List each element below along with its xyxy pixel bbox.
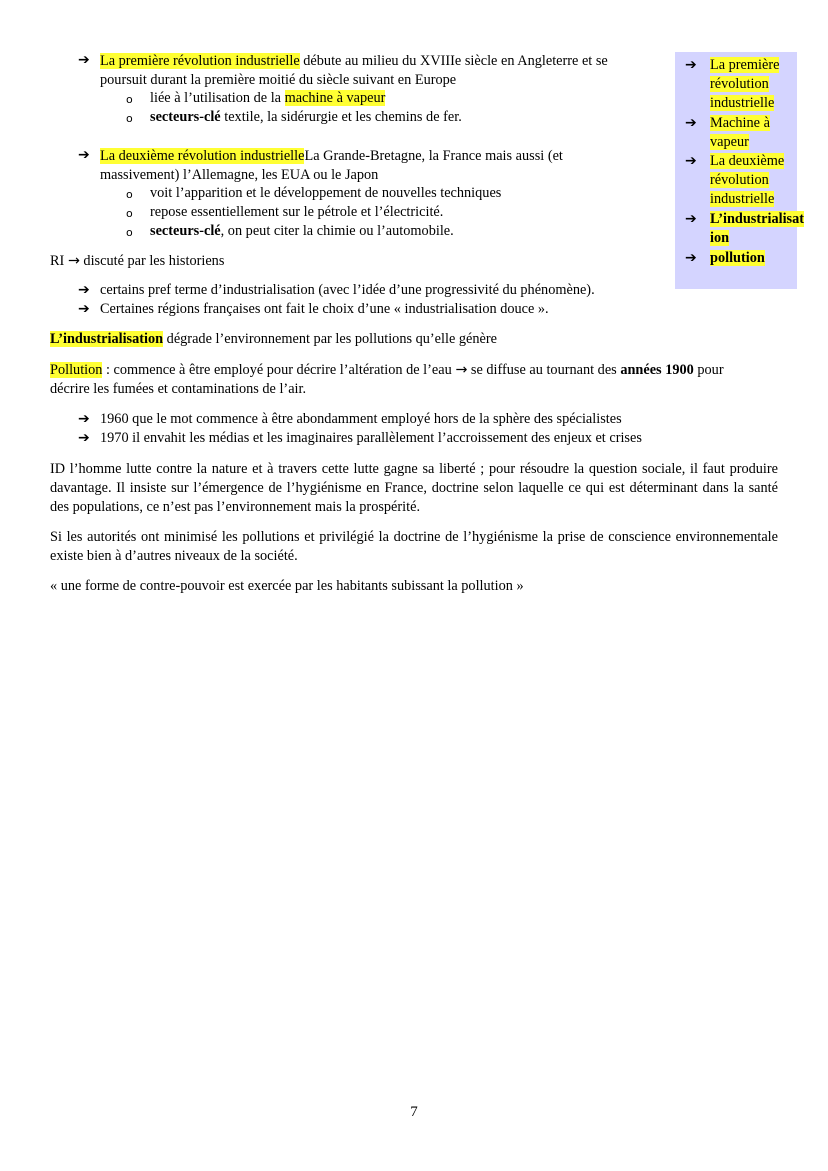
- pollution-text2: se diffuse au tournant des: [467, 362, 621, 378]
- sub2-rest: textile, la sidérurgie et les chemins de fer.: [220, 109, 462, 125]
- circle-bullet-icon: o: [126, 188, 133, 201]
- sidebar-line: révolution: [710, 76, 769, 92]
- arrow-icon: ➔: [78, 52, 90, 68]
- arrow-icon: ➔: [685, 57, 697, 73]
- sidebar-line: Machine à: [710, 115, 770, 131]
- small-arrow-icon: →: [455, 362, 468, 378]
- arrow-icon: ➔: [685, 115, 697, 131]
- circle-bullet-icon: o: [126, 207, 133, 220]
- section1-line1: débute au milieu du XVIIIe siècle en Angleterre et se: [299, 53, 608, 69]
- arrow-icon: ➔: [685, 153, 697, 169]
- arrow-icon: ➔: [78, 282, 90, 298]
- paragraph-id: ID l’homme lutte contre la nature et à travers cette lutte gagne sa liberté ; pour résoudre la question sociale, il faut produire davantage. Il insiste sur l’émergence de l’hygiénisme en France, doctrine selon laquelle ce qui est déterminant dans la santé des populations, ce n’est pas l’environnement mais la prospérité.: [50, 461, 778, 515]
- pollution-text1: : commence à être employé pour décrire l’altération de l’eau: [102, 362, 456, 378]
- ri-prefix: RI: [50, 253, 68, 269]
- sidebar-line: ion: [710, 230, 730, 246]
- section2-title: La deuxième révolution industrielle: [100, 148, 305, 164]
- sub1-prefix: liée à l’utilisation de la: [150, 90, 285, 106]
- section2-sub3: [150, 223, 454, 240]
- page-number: 7: [410, 1104, 418, 1120]
- ri-text: discuté par les historiens: [79, 253, 225, 269]
- sidebar-line: pollution: [710, 250, 765, 266]
- section2-line2: massivement) l’Allemagne, les EUA ou le Japon: [100, 167, 379, 183]
- ri-line: [50, 253, 224, 270]
- paragraph-quote: « une forme de contre-pouvoir est exercée par les habitants subissant la pollution »: [50, 578, 524, 594]
- industrialisation-line: [50, 331, 497, 348]
- section1-title: La première révolution industrielle: [100, 53, 300, 69]
- arrow-icon: ➔: [78, 301, 90, 317]
- circle-bullet-icon: o: [126, 226, 133, 239]
- industrialisation-rest: dégrade l’environnement par les pollutions qu’elle génère: [163, 331, 497, 347]
- pollution-bullet-1: 1960 que le mot commence à être abondamment employé hors de la sphère des spécialistes: [100, 411, 622, 427]
- secteurs-cle-bold: secteurs-clé: [150, 223, 221, 239]
- sidebar-line: La première: [710, 57, 780, 73]
- section1-sub1: [150, 90, 385, 107]
- pollution-bullet-2: 1970 il envahit les médias et les imaginaires parallèlement l’accroissement des enjeux et crises: [100, 430, 642, 446]
- industrialisation-highlight: L’industrialisation: [50, 331, 164, 347]
- section2-sub1: voit l’apparition et le développement de nouvelles techniques: [150, 185, 502, 201]
- small-arrow-icon: →: [67, 253, 80, 269]
- secteurs-cle-bold: secteurs-clé: [150, 109, 221, 125]
- sidebar-summary: [675, 52, 805, 289]
- pollution-highlight: Pollution: [50, 362, 103, 378]
- arrow-icon: ➔: [78, 411, 90, 427]
- section1-text: [100, 52, 662, 90]
- arrow-icon: ➔: [685, 250, 697, 266]
- arrow-icon: ➔: [685, 211, 697, 227]
- sidebar-line: industrielle: [710, 191, 775, 207]
- arrow-icon: ➔: [78, 430, 90, 446]
- pollution-text3: pour: [693, 362, 724, 378]
- section2-sub2: repose essentiellement sur le pétrole et l’électricité.: [150, 204, 444, 220]
- sub3-rest: , on peut citer la chimie ou l’automobile.: [220, 223, 454, 239]
- section1-line2: poursuit durant la première moitié du siècle suivant en Europe: [100, 72, 457, 88]
- section2-text: [100, 147, 662, 185]
- ri-bullet-2: Certaines régions françaises ont fait le choix d’une « industrialisation douce ».: [100, 301, 549, 317]
- paragraph-autorites: Si les autorités ont minimisé les pollutions et privilégié la doctrine de l’hygiénisme la prise de conscience environnementale existe bien à d’autres niveaux de la société.: [50, 529, 778, 564]
- arrow-icon: ➔: [78, 147, 90, 163]
- sidebar-line: L’industrialisat: [710, 211, 805, 227]
- pollution-paragraph: [50, 361, 778, 399]
- sidebar-line: vapeur: [710, 134, 749, 150]
- sidebar-line: La deuxième: [710, 153, 785, 169]
- annees-1900-bold: années 1900: [620, 362, 694, 378]
- section1-sub2: [150, 109, 462, 126]
- ri-bullet-1: certains pref terme d’industrialisation (avec l’idée d’une progressivité du phénomène).: [100, 282, 595, 298]
- section2-line1: La Grande-Bretagne, la France mais aussi (et: [304, 148, 563, 164]
- sidebar-line: révolution: [710, 172, 769, 188]
- circle-bullet-icon: o: [126, 93, 133, 106]
- machine-vapeur-highlight: machine à vapeur: [284, 90, 386, 106]
- pollution-line2: décrire les fumées et contaminations de l’air.: [50, 381, 307, 397]
- circle-bullet-icon: o: [126, 112, 133, 125]
- sidebar-line: industrielle: [710, 95, 775, 111]
